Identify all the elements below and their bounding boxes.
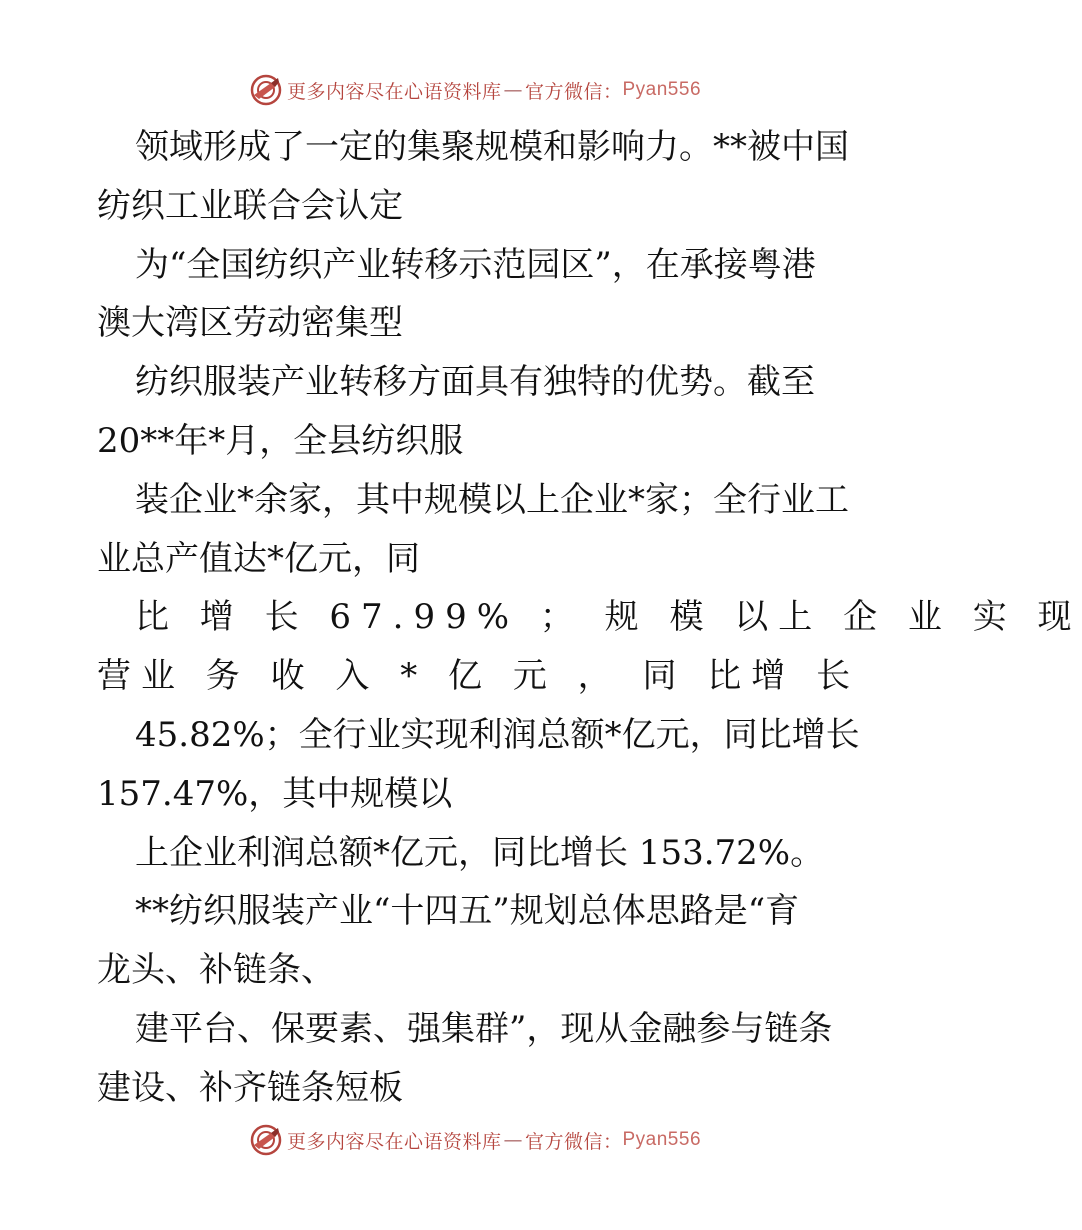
watermark-separator: — xyxy=(503,1129,523,1151)
text-line: 纺织服装产业转移方面具有独特的优势。截至 xyxy=(135,362,815,403)
text-line: 纺织工业联合会认定 xyxy=(97,185,403,226)
watermark-text: 更多内容尽在心语资料库 xyxy=(286,80,502,103)
watermark-text: 更多内容尽在心语资料库 xyxy=(286,1130,502,1153)
brand-logo-icon xyxy=(249,73,283,107)
text-line: 45.82%；全行业实现利润总额*亿元，同比增长 xyxy=(135,714,860,755)
watermark-id: Pyan556 xyxy=(622,79,702,100)
text-line: 领域形成了一定的集聚规模和影响力。**被中国 xyxy=(135,127,849,167)
text-line: 龙头、补链条、 xyxy=(97,950,335,991)
watermark-separator: — xyxy=(503,79,523,101)
watermark-id: Pyan556 xyxy=(622,1129,702,1150)
text-line: 20**年*月，全县纺织服 xyxy=(97,420,464,461)
text-line: 建设、补齐链条短板 xyxy=(97,1067,403,1108)
text-line: 157.47%，其中规模以 xyxy=(97,773,453,814)
text-line: 澳大湾区劳动密集型 xyxy=(97,303,403,344)
text-line: 比 增 长 67.99% ； 规 模 以上 企 业 实 现 xyxy=(135,597,1082,638)
watermark-label: 官方微信： xyxy=(524,80,623,103)
footer-watermark xyxy=(0,1122,950,1158)
document-body xyxy=(97,118,1082,1118)
text-line: 建平台、保要素、强集群”，现从金融参与链条 xyxy=(135,1008,833,1049)
text-line: 营业 务 收 入 * 亿 元 ， 同 比增 长 xyxy=(97,656,861,697)
text-line: 为“全国纺织产业转移示范园区”，在承接粤港 xyxy=(135,244,816,285)
header-watermark xyxy=(0,72,950,108)
text-line: 业总产值达*亿元，同 xyxy=(97,538,420,579)
watermark-label: 官方微信： xyxy=(524,1130,623,1153)
text-line: 装企业*余家，其中规模以上企业*家；全行业工 xyxy=(135,479,849,520)
text-line: **纺织服装产业“十四五”规划总体思路是“育 xyxy=(135,891,800,932)
text-line: 上企业利润总额*亿元，同比增长 153.72%。 xyxy=(135,832,825,873)
brand-logo-icon xyxy=(249,1123,283,1157)
